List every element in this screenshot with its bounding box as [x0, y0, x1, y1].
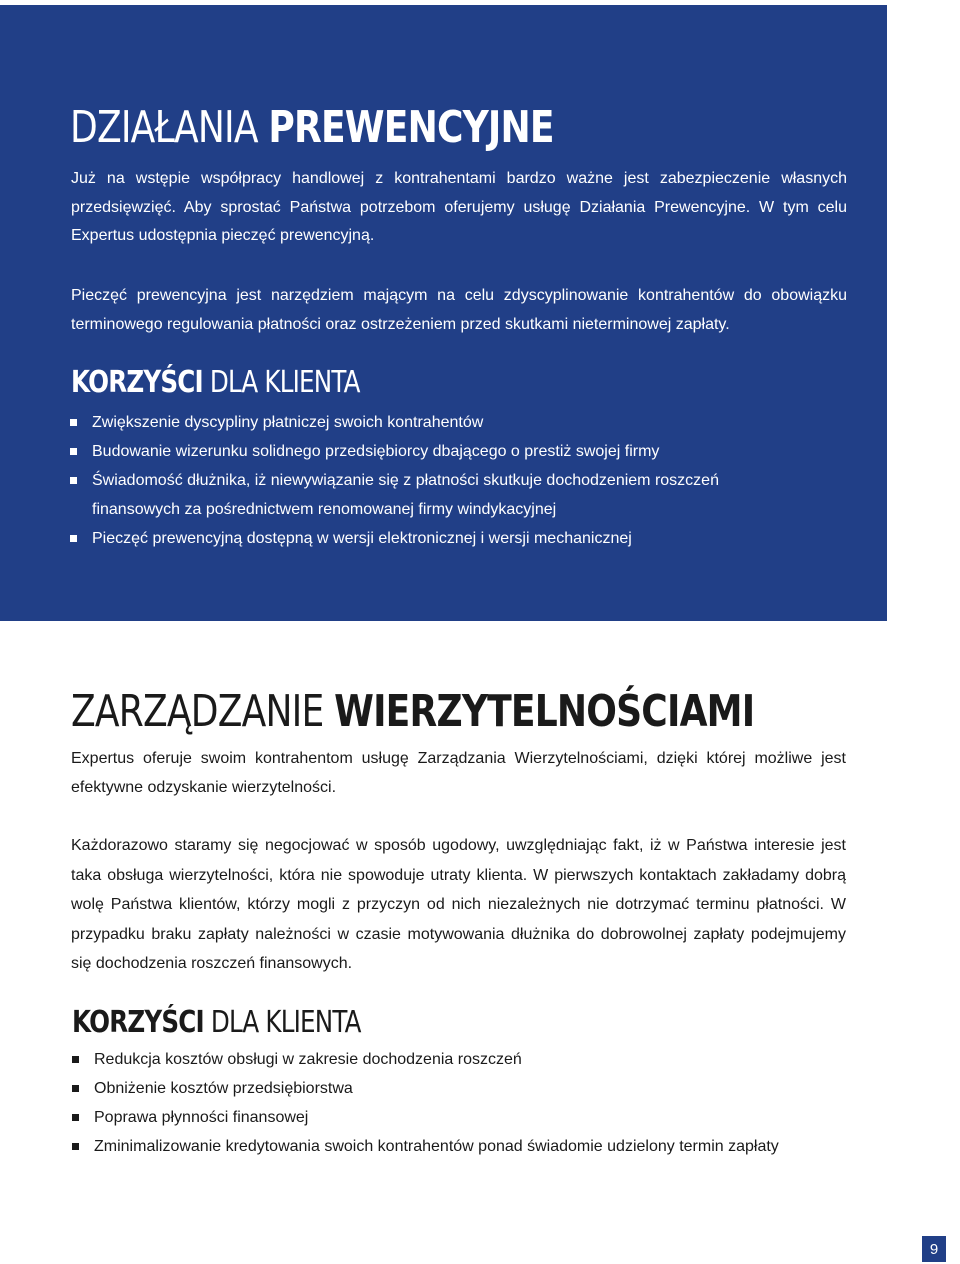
square-bullet-icon	[72, 1085, 79, 1092]
section2-title	[71, 686, 755, 737]
list-item-text: Świadomość dłużnika, iż niewywiązanie się z płatności skutkuje dochodzeniem roszczeń finansowych za pośrednictwem renomowanej firmy windykacyjnej	[92, 472, 719, 518]
section1-benefits-heading	[71, 365, 360, 400]
section2-approach-paragraph: Każdorazowo staramy się negocjować w sposób ugodowy, uwzględniając fakt, iż w Państwa interesie jest taka obsługa wierzytelności, która nie spowoduje utraty klienta. W pierwszych kontaktach zakładamy dobrą wolę Państwa klientów, którzy mogli z przyczyn od nich niezależnych nie dotrzymać terminu płatności. W przypadku braku zapłaty należności w czasie motywowania dłużnika do dobrowolnej zapłaty podejmujemy się dochodzenia roszczeń finansowych.	[71, 837, 846, 972]
list-item	[72, 1045, 872, 1074]
list-item	[70, 466, 770, 524]
section2-benefits-list	[72, 1045, 872, 1161]
list-item-text: Pieczęć prewencyjną dostępną w wersji elektronicznej i wersji mechanicznej	[92, 530, 632, 547]
section1-stamp-paragraph: Pieczęć prewencyjna jest narzędziem mającym na celu zdyscyplinowanie kontrahentów do obowiązku terminowego regulowania płatności oraz ostrzeżeniem przed skutkami nieterminowej zapłaty.	[71, 287, 847, 333]
section1-benefits-list	[70, 408, 770, 553]
list-item	[72, 1103, 872, 1132]
list-item	[70, 524, 770, 553]
section2-benefits-heading	[72, 1005, 361, 1040]
section1-title	[70, 102, 554, 153]
section2-benefits-heading-light: DLA KLIENTA	[203, 1005, 361, 1040]
section2-intro-paragraph: Expertus oferuje swoim kontrahentom usługę Zarządzania Wierzytelnościami, dzięki której możliwe jest efektywne odzyskanie wierzytelności.	[71, 750, 846, 796]
list-item	[70, 408, 770, 437]
list-item-text: Budowanie wizerunku solidnego przedsiębiorcy dbającego o prestiż swojej firmy	[92, 443, 660, 460]
square-bullet-icon	[72, 1056, 79, 1063]
section2-benefits-heading-bold: KORZYŚCI	[72, 1005, 204, 1040]
square-bullet-icon	[70, 477, 77, 484]
square-bullet-icon	[70, 419, 77, 426]
section2-title-light: ZARZĄDZANIE	[71, 686, 335, 737]
section1-benefits-heading-bold: KORZYŚCI	[71, 365, 203, 400]
list-item-text: Zminimalizowanie kredytowania swoich kontrahentów ponad świadomie udzielony termin zapłaty	[94, 1138, 779, 1155]
list-item	[70, 437, 770, 466]
section1-intro-paragraph: Już na wstępie współpracy handlowej z kontrahentami bardzo ważne jest zabezpieczenie własnych przedsięwzięć. Aby sprostać Państwa potrzebom oferujemy usługę Działania Prewencyjne. W tym celu Expertus udostępnia pieczęć prewencyjną.	[71, 170, 847, 244]
list-item-text: Zwiększenie dyscypliny płatniczej swoich kontrahentów	[92, 414, 484, 431]
page-number: 9	[922, 1236, 946, 1262]
section2-title-bold: WIERZYTELNOŚCIAMI	[334, 686, 755, 737]
list-item-text: Redukcja kosztów obsługi w zakresie dochodzenia roszczeń	[94, 1051, 522, 1068]
square-bullet-icon	[72, 1114, 79, 1121]
square-bullet-icon	[70, 535, 77, 542]
section1-title-light: DZIAŁANIA	[70, 102, 269, 153]
section1-benefits-heading-light: DLA KLIENTA	[202, 365, 360, 400]
square-bullet-icon	[70, 448, 77, 455]
list-item-text: Obniżenie kosztów przedsiębiorstwa	[94, 1080, 353, 1097]
list-item	[72, 1074, 872, 1103]
section1-title-bold: PREWENCYJNE	[268, 102, 554, 153]
list-item	[72, 1132, 872, 1161]
list-item-text: Poprawa płynności finansowej	[94, 1109, 309, 1126]
square-bullet-icon	[72, 1143, 79, 1150]
